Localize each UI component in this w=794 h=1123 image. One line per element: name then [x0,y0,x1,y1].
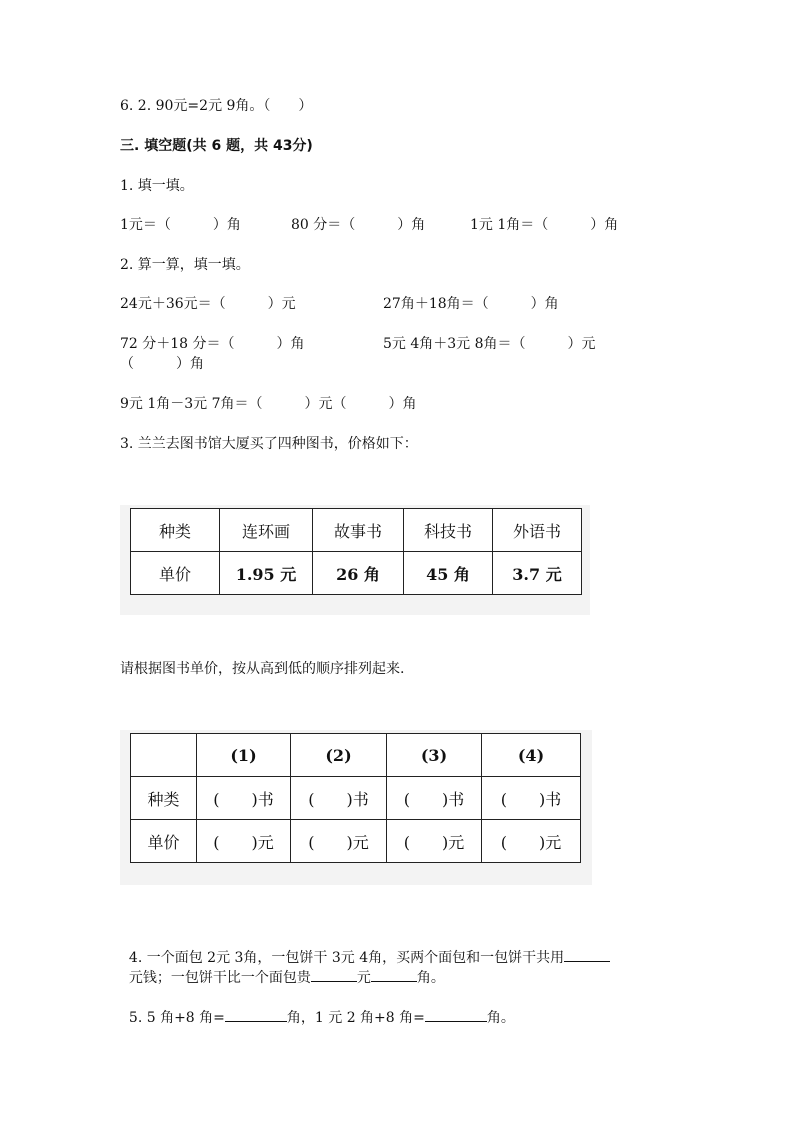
table-cell: ( )元 [482,820,581,863]
table-header: 连环画 [220,509,313,552]
answer-blank[interactable] [225,1007,287,1022]
table-row-label: 单价 [131,552,220,595]
table-header: (4) [482,734,581,777]
problem-2-title: 2. 算一算，填一填。 [120,257,250,273]
problem-3-title: 3. 兰兰去图书馆大厦买了四种图书，价格如下： [120,436,418,452]
answer-blank[interactable] [425,1007,487,1022]
table-cell: 1.95 元 [220,552,313,595]
problem-2-item-2: 27角＋18角＝（ ）角 [383,296,559,312]
table-row-label: 种类 [131,777,197,820]
price-table [130,508,582,595]
table-cell: 3.7 元 [493,552,582,595]
problem-4-text: 元 [356,970,371,986]
table-cell: ( )书 [197,777,291,820]
table-header: 种类 [131,509,220,552]
problem-2-item-3: 72 分＋18 分＝（ ）角 [120,336,305,352]
table-cell: 26 角 [313,552,404,595]
order-table-wrap [120,730,592,885]
problem-3-instruction: 请根据图书单价，按从高到低的顺序排列起来. [120,661,405,677]
table-cell: 45 角 [404,552,493,595]
table-cell: ( )书 [482,777,581,820]
problem-2-item-1: 24元＋36元＝（ ）元 [120,296,296,312]
problem-1-item-1: 1元＝（ ）角 [120,217,241,233]
price-table-wrap [120,505,590,615]
problem-2-item-5: 9元 1角－3元 7角＝（ ）元（ ）角 [120,396,417,412]
table-cell: ( )书 [291,777,387,820]
question-6: 6. 2. 90元=2元 9角。（ ） [120,98,313,114]
table-header: (1) [197,734,291,777]
problem-5-text: 5. 5 角+8 角= [128,1010,225,1026]
problem-1-title: 1. 填一填。 [120,178,194,194]
problem-5 [120,987,515,1028]
table-corner [131,734,197,777]
problem-1-item-3: 1元 1角＝（ ）角 [470,217,619,233]
table-cell: ( )元 [291,820,387,863]
problem-2-item-4-cont: （ ）角 [120,356,204,372]
table-header: 外语书 [493,509,582,552]
table-header: (3) [387,734,482,777]
problem-1-item-2: 80 分＝（ ）角 [291,217,426,233]
table-cell: ( )元 [197,820,291,863]
answer-blank[interactable] [311,967,357,982]
problem-4-line-2 [120,947,445,988]
table-header: (2) [291,734,387,777]
table-cell: ( )元 [387,820,482,863]
order-table [130,733,581,863]
problem-5-text: 角，1 元 2 角+8 角= [286,1010,425,1026]
answer-blank[interactable] [371,967,417,982]
problem-4-text: 4. 一个面包 2元 3角，一包饼干 3元 4角，买两个面包和一包饼干共用 [128,950,565,966]
table-header: 故事书 [313,509,404,552]
problem-4-text: 元钱；一包饼干比一个面包贵 [128,970,311,986]
problem-4-text: 角。 [416,970,445,986]
table-header: 科技书 [404,509,493,552]
answer-blank[interactable] [564,947,610,962]
problem-5-text: 角。 [486,1010,515,1026]
table-cell: ( )书 [387,777,482,820]
problem-2-item-4: 5元 4角＋3元 8角＝（ ）元 [383,336,596,352]
table-row-label: 单价 [131,820,197,863]
section-title: 三. 填空题(共 6 题，共 43分) [120,138,313,154]
